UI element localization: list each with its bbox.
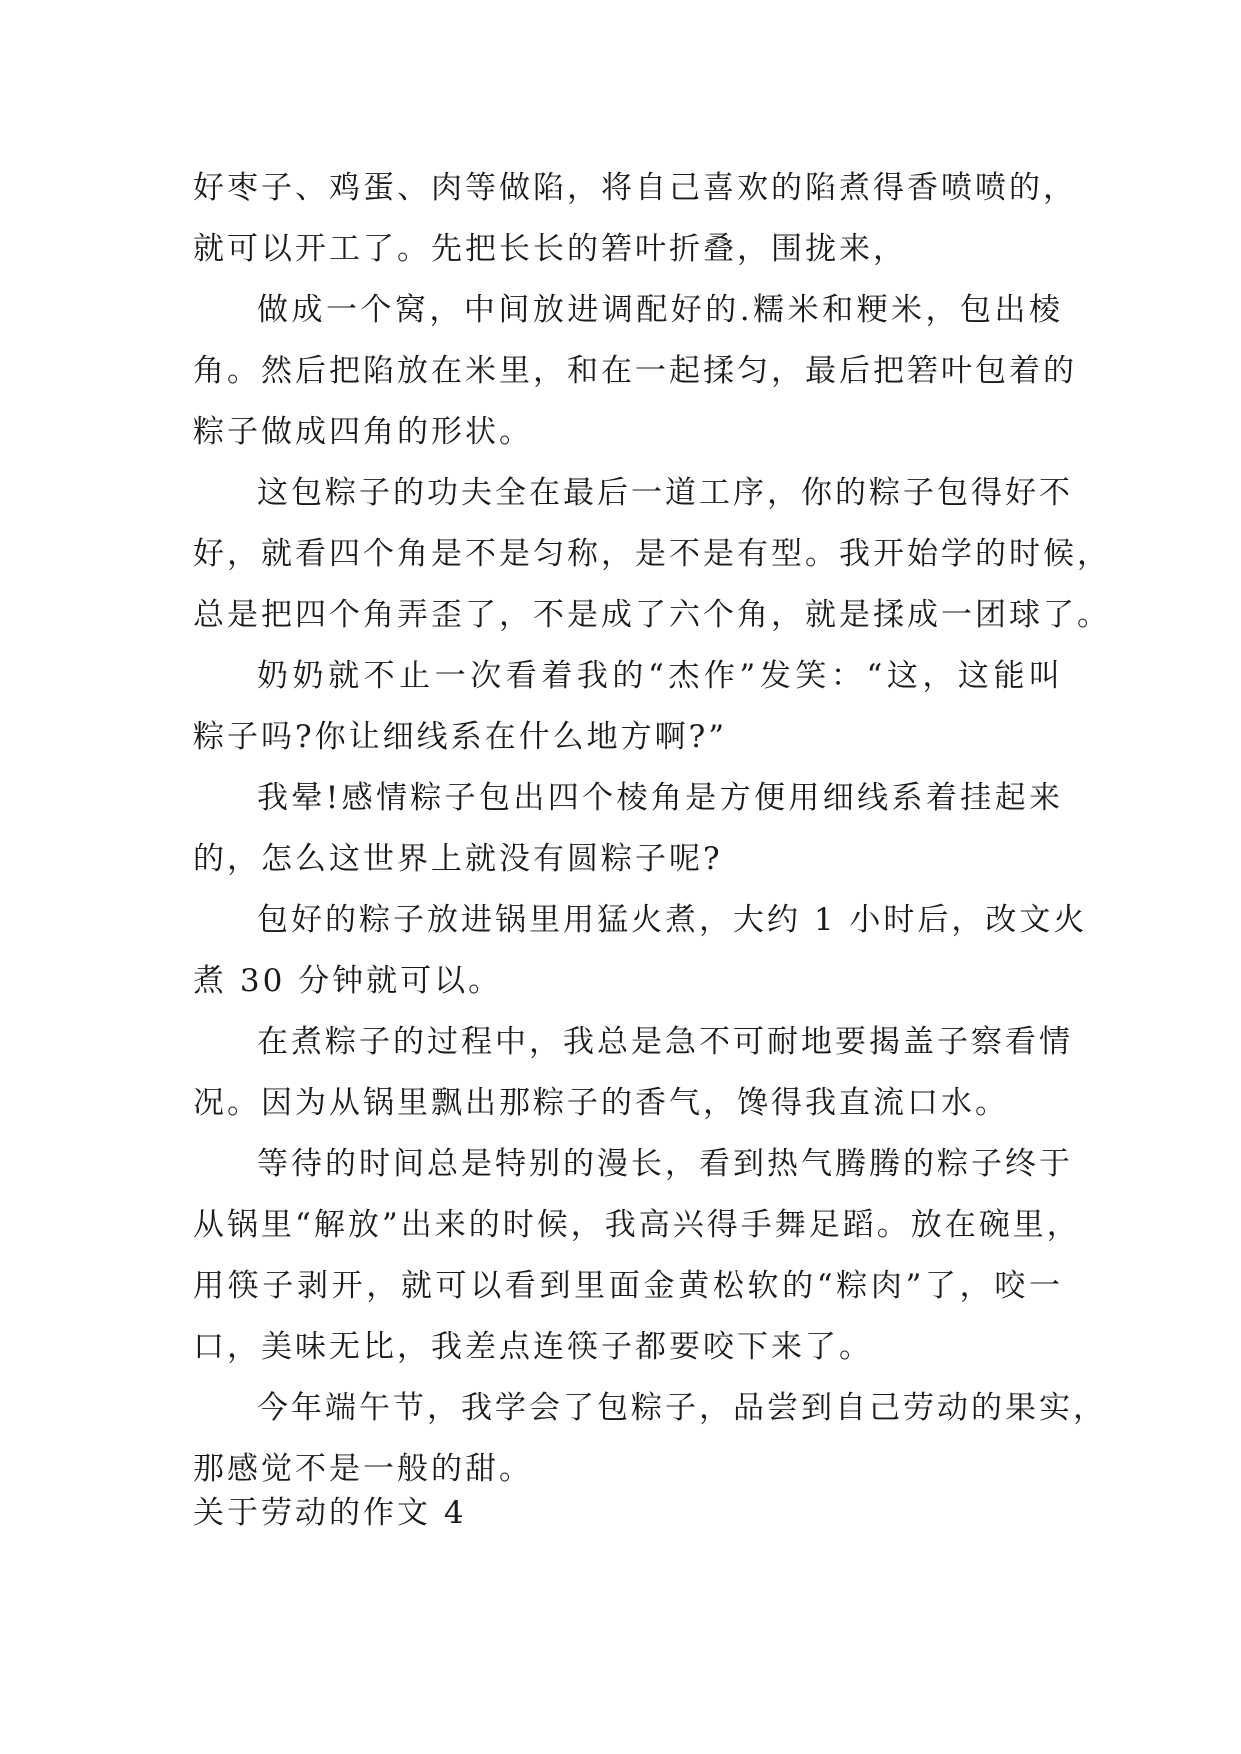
section-heading: 关于劳动的作文 4 xyxy=(193,1495,467,1531)
text-line: 好，就看四个角是不是匀称，是不是有型。我开始学的时候， xyxy=(193,536,1111,572)
text-line: 那感觉不是一般的甜。 xyxy=(193,1451,533,1487)
text-line: 粽子吗?你让细线系在什么地方啊?” xyxy=(193,719,728,755)
text-line: 用筷子剥开，就可以看到里面金黄松软的“粽肉”了，咬一 xyxy=(193,1268,1063,1304)
text-line: 就可以开工了。先把长长的箬叶折叠，围拢来， xyxy=(193,231,907,267)
paragraph-start-line: 今年端午节，我学会了包粽子，品尝到自己劳动的果实， xyxy=(257,1390,1107,1426)
text-line: 粽子做成四角的形状。 xyxy=(193,414,533,450)
text-line: 口，美味无比，我差点连筷子都要咬下来了。 xyxy=(193,1329,873,1365)
text-line: 煮 30 分钟就可以。 xyxy=(193,963,503,999)
paragraph-start-line: 我晕!感情粽子包出四个棱角是方便用细线系着挂起来 xyxy=(257,780,1063,816)
paragraph-start-line: 做成一个窝，中间放进调配好的.糯米和粳米，包出棱 xyxy=(257,292,1063,328)
paragraph-start-line: 等待的时间总是特别的漫长，看到热气腾腾的粽子终于 xyxy=(257,1146,1073,1182)
paragraph-start-line: 包好的粽子放进锅里用猛火煮，大约 1 小时后，改文火 xyxy=(257,902,1088,938)
paragraph-start-line: 这包粽子的功夫全在最后一道工序，你的粽子包得好不 xyxy=(257,475,1073,511)
text-line: 角。然后把陷放在米里，和在一起揉匀，最后把箬叶包着的 xyxy=(193,353,1077,389)
paragraph-start-line: 在煮粽子的过程中，我总是急不可耐地要揭盖子察看情 xyxy=(257,1024,1073,1060)
paragraph-start-line: 奶奶就不止一次看着我的“杰作”发笑：“这，这能叫 xyxy=(257,658,1063,694)
text-line: 好枣子、鸡蛋、肉等做陷，将自己喜欢的陷煮得香喷喷的， xyxy=(193,170,1077,206)
text-line: 的，怎么这世界上就没有圆粽子呢? xyxy=(193,841,723,877)
text-line: 况。因为从锅里飘出那粽子的香气，馋得我直流口水。 xyxy=(193,1085,1009,1121)
text-line: 从锅里“解放”出来的时候，我高兴得手舞足蹈。放在碗里， xyxy=(193,1207,1081,1243)
article-body xyxy=(193,158,1111,1500)
text-line: 总是把四个角弄歪了，不是成了六个角，就是揉成一团球了。 xyxy=(193,597,1111,633)
